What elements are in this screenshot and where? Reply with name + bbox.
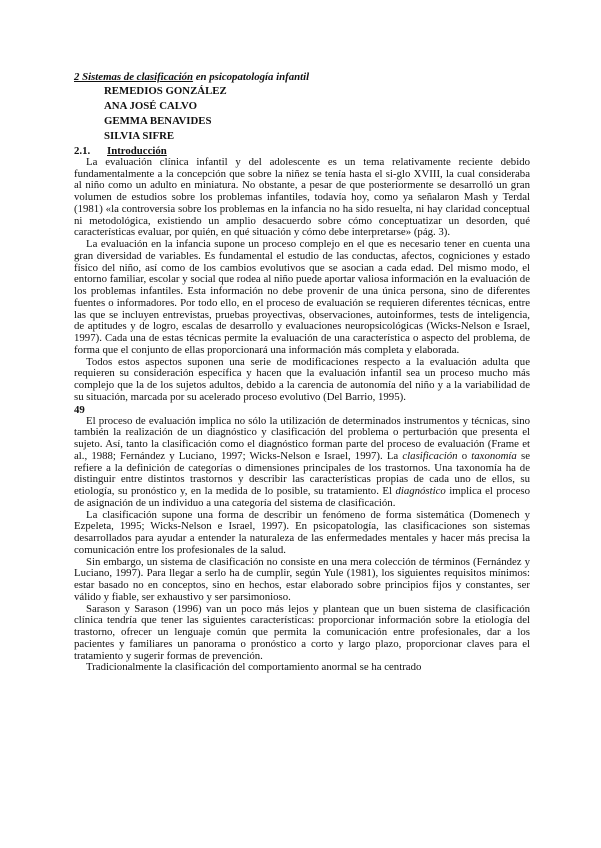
paragraph: La evaluación en la infancia supone un proceso complejo en el que es necesario tener en cuenta una gran diversidad de variables. Es fundamental el estudio de las conductas, afectos, cogniciones y estado físico del niño, así como de los cambios evolutivos que se asocian a cada edad. Del mismo modo, el entorno familiar, escolar y social que rodea al niño puede aportar valiosa información en la evaluación de los problemas infantiles. Esta información no debe provenir de una única persona, sino de diferentes fuentes o informadores. Por todo ello, en el proceso de evaluación se requieren diferentes técnicas, entre las que se incluyen entrevistas, pruebas proyectivas, observaciones, autoinformes, tests de inteligencia, de aptitudes y de logro, escalas de desarrollo y evaluaciones neuropsicológicas (Wicks-Nelson e Israel, 1997). Cada una de estas técnicas permite la evaluación de una característica o aspecto del problema, de forma que el conjunto de ellas proporcionará una información más completa y elaborada.: [74, 238, 530, 356]
author-name: GEMMA BENAVIDES: [104, 114, 212, 127]
term-emphasis: clasificación: [402, 449, 458, 462]
paragraph: [74, 416, 530, 510]
paragraph: Sin embargo, un sistema de clasificación no consiste en una mera colección de términos (Fernández y Luciano, 1997). Para llegar a serlo ha de cumplir, según Yule (1981), los siguientes requisitos mínimos: estar basado no en conceptos, sino en hechos, estar elaborado sobre principios fijos y constantes, ser válido y fiable, ser exhaustivo y ser parsimonioso.: [74, 555, 530, 603]
paragraph: Todos estos aspectos suponen una serie de modificaciones respecto a la evaluación adulta que requieren su consideración específica y hacen que la evaluación infantil sea un proceso mucho más complejo que la de los sujetos adultos, debido a la carencia de autonomía del niño y a la variabilidad de su situación, marcada por su acelerado proceso evolutivo (Del Barrio, 1995).: [74, 355, 530, 403]
author-list: [74, 84, 530, 144]
author-name: ANA JOSÉ CALVO: [104, 99, 197, 112]
author-name: SILVIA SIFRE: [104, 129, 175, 142]
chapter-title-prefix: 2 Sistemas de clasificación: [74, 71, 194, 83]
section-heading: [74, 145, 530, 157]
paragraph: La clasificación supone una forma de describir un fenómeno de forma sistemática (Domenech y Ezpeleta, 1995; Wicks-Nelson e Israel, 1997). En psicopatología, las clasificaciones son sistemas desarrollados para ayudar a entender la naturaleza de las enfermedades mentales y hacer más precisa la comunicación entre los profesionales de la salud.: [74, 508, 530, 556]
paragraph-text: se refiere a la definición de categorías o dimensiones principales de los trastornos. Una taxonomía ha de distinguir entre distintos trastornos y describir las características propias de cada uno de ellos, su etiología, su pronóstico y, en la medida de lo posible, su tratamiento. El: [74, 449, 530, 497]
document-page: [74, 72, 530, 674]
paragraph: Sarason y Sarason (1996) van un poco más lejos y plantean que un buen sistema de clasificación clínica tendría que tener las siguientes características: proporcionar información sobre la etiología del trastorno, ofrecer un lenguaje común que permita la comunicación entre profesionales, dar a los pacientes y familiares un panorama o pronóstico a corto y largo plazo, proporcionar claves para el tratamiento y sugerir formas de prevención.: [74, 602, 530, 662]
term-emphasis: taxonomía: [471, 449, 517, 462]
page-number: 49: [74, 403, 85, 416]
section-number: 2.1.: [74, 144, 91, 157]
paragraph: Tradicionalmente la clasificación del comportamiento anormal se ha centrado: [86, 661, 422, 674]
paragraph-text: implica el proceso de asignación de un individuo a una categoría del sistema de clasificación.: [74, 485, 530, 509]
chapter-title-rest: en psicopatología infantil: [193, 71, 310, 83]
chapter-title: [74, 72, 530, 84]
paragraph-text: o: [457, 449, 472, 462]
section-title: Introducción: [107, 144, 167, 157]
paragraph: La evaluación clínica infantil y del adolescente es un tema relativamente reciente debido fundamentalmente a la concepción que sobre la niñez se tenía hasta el si-glo XVIII, la cual consideraba al niño como un adulto en miniatura. No obstante, a pesar de que posteriormente se desarrolló un gran volumen de estudios sobre los problemas infantiles, todavía hoy, como ya señalaron Mash y Terdal (1981) «la controversia sobre los problemas en la infancia no ha sido resuelta, ni hay claridad conceptual ni metodológica, existiendo un amplio desacuerdo sobre cómo conceptuatizar un desorden, qué características evaluar, por quién, en qué situación y cómo debe interpretarse» (pág. 3).: [74, 155, 530, 239]
paragraph-text: El proceso de evaluación implica no sólo la utilización de determinados instrumentos y técnicas, sino también la realización de un diagnóstico y clasificación del problema o perturbación que presenta el sujeto. Así, tanto la clasificación como el diagnóstico forman parte del proceso de evaluación (Frame et al., 1988; Fernández y Luciano, 1997; Wicks-Nelson e Israel, 1997). La: [74, 414, 530, 462]
term-emphasis: diagnóstico: [395, 485, 446, 497]
author-name: REMEDIOS GONZÁLEZ: [104, 84, 227, 97]
